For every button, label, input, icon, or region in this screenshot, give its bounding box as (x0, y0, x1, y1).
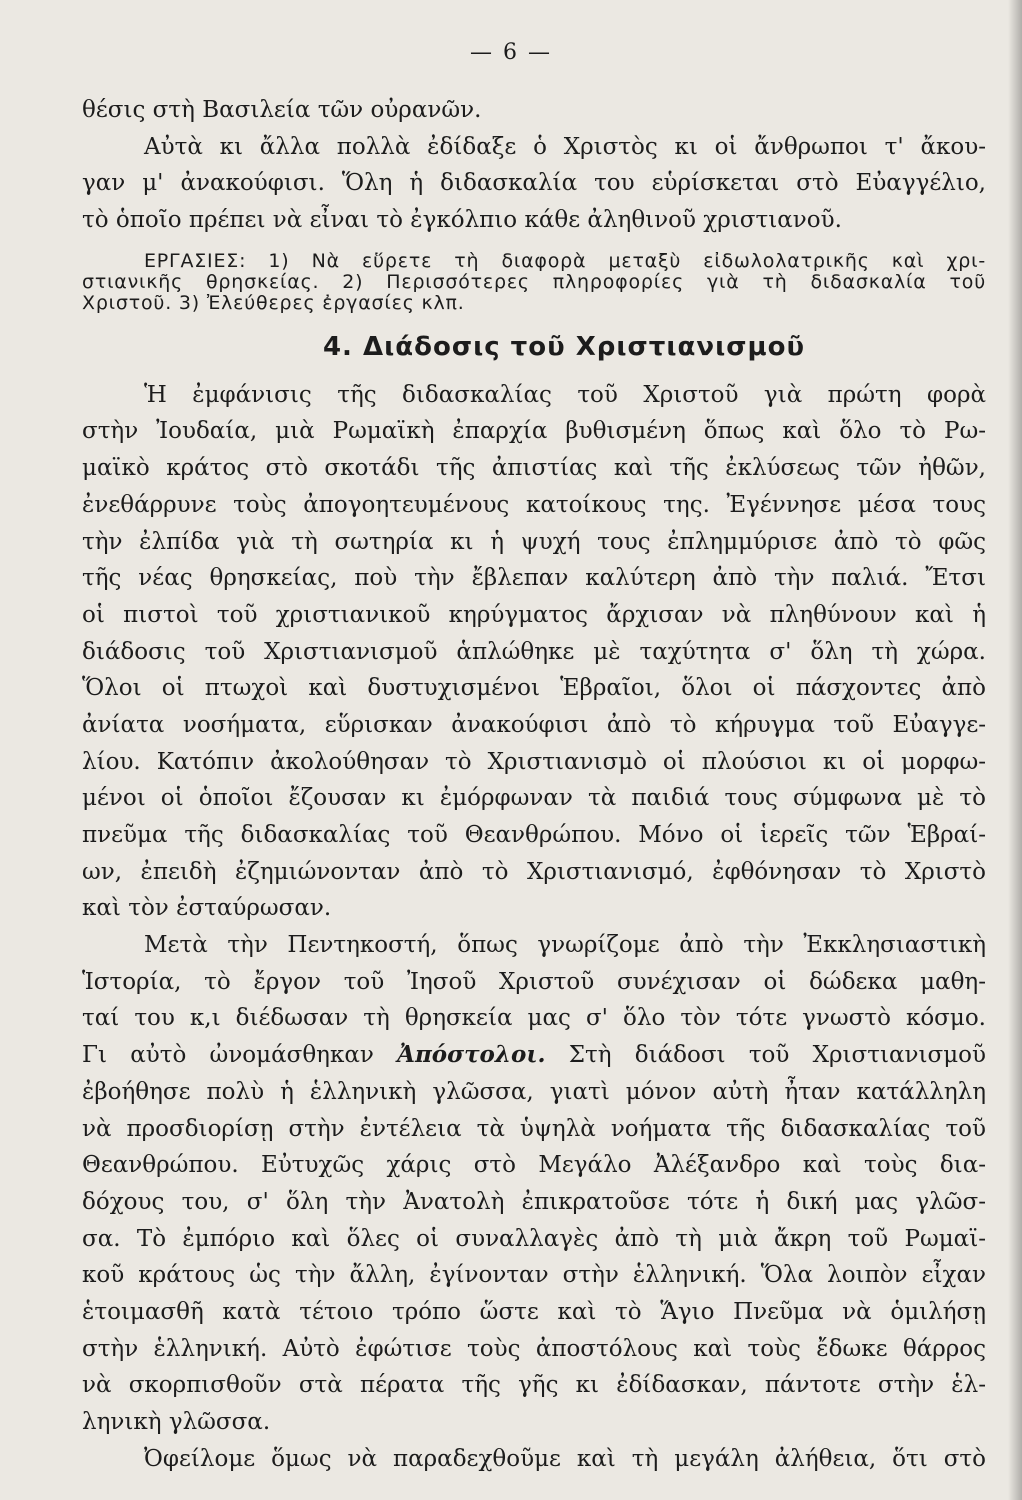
text-line: ἐνεθάρρυνε τοὺς ἀπογοητευμένους κατοίκους της. Ἐγέννησε μέσα τους (82, 491, 986, 518)
text-line: Ἱστορία, τὸ ἔργον τοῦ Ἰησοῦ Χριστοῦ συνέχισαν οἱ δώδεκα μαθη- (82, 968, 986, 995)
text-line: μαϊκὸ κράτος στὸ σκοτάδι τῆς ἀπιστίας καὶ τῆς ἐκλύσεως τῶν ἠθῶν, (82, 455, 986, 482)
text-line: Μετὰ τὴν Πεντηκοστή, ὅπως γνωρίζομε ἀπὸ τὴν Ἐκκλησιαστικὴ (144, 932, 986, 959)
exercises-block (82, 251, 986, 314)
exercise-line: ΕΡΓΑΣΙΕΣ: 1) Νὰ εὕρετε τὴ διαφορὰ μεταξὺ εἰδωλολατρικῆς καὶ χρι- (144, 249, 986, 272)
text-line: ἀνίατα νοσήματα, εὕρισκαν ἀνακούφισι ἀπὸ τὸ κήρυγμα τοῦ Εὐαγγε- (82, 711, 986, 738)
text-line: καὶ τὸν ἐσταύρωσαν. (82, 895, 332, 922)
text-line: οἱ πιστοὶ τοῦ χριστιανικοῦ κηρύγματος ἄρχισαν νὰ πληθύνουν καὶ ἡ (82, 601, 986, 628)
text-line: στὴν ἑλληνική. Αὐτὸ ἐφώτισε τοὺς ἀποστόλους καὶ τοὺς ἔδωκε θάρρος (82, 1335, 986, 1362)
text-line: νὰ προσδιορίσῃ στὴν ἐντέλεια τὰ ὑψηλὰ νοήματα τῆς διδασκαλίας τοῦ (82, 1115, 986, 1142)
paragraph-2 (82, 927, 986, 1441)
text-line: δόχους του, σ' ὅλη τὴν Ἀνατολὴ ἐπικρατοῦσε τότε ἡ δική μας γλῶσ- (82, 1188, 986, 1215)
text-line: ων, ἐπειδὴ ἐζημιώνονταν ἀπὸ τὸ Χριστιανισμό, ἐφθόνησαν τὸ Χριστὸ (82, 858, 986, 885)
text-line: ληνικὴ γλῶσσα. (82, 1409, 271, 1435)
text-line: Ἡ ἐμφάνισις τῆς διδασκαλίας τοῦ Χριστοῦ γιὰ πρώτη φορὰ (144, 381, 986, 408)
page-content (82, 92, 986, 1477)
text-line: τὸ ὁποῖο πρέπει νὰ εἶναι τὸ ἐγκόλπιο κάθε ἀληθινοῦ χριστιανοῦ. (82, 207, 842, 234)
text-line: Ὅλοι οἱ πτωχοὶ καὶ δυστυχισμένοι Ἑβραῖοι, ὅλοι οἱ πάσχοντες ἀπὸ (82, 675, 986, 702)
text-line: σα. Τὸ ἐμπόριο καὶ ὅλες οἱ συναλλαγὲς ἀπὸ τὴ μιὰ ἄκρη τοῦ Ρωμαϊ- (82, 1225, 986, 1252)
text-line: Θεανθρώπου. Εὐτυχῶς χάρις στὸ Μεγάλο Ἀλέξανδρο καὶ τοὺς δια- (82, 1152, 986, 1179)
text-line: ἐβοήθησε πολὺ ἡ ἑλληνικὴ γλῶσσα, γιατὶ μόνον αὐτὴ ἦταν κατάλληλη (82, 1078, 986, 1105)
intro-text (82, 92, 986, 239)
text-line: ἑτοιμασθῆ κατὰ τέτοιο τρόπο ὥστε καὶ τὸ Ἅγιο Πνεῦμα νὰ ὁμιλήσῃ (82, 1298, 986, 1325)
paragraph-3 (82, 1441, 986, 1478)
text-line: νὰ σκορπισθοῦν στὰ πέρατα τῆς γῆς κι ἐδίδασκαν, πάντοτε στὴν ἑλ- (82, 1372, 986, 1399)
text-segment: Στὴ διάδοσι τοῦ Χριστιανισμοῦ (568, 1042, 986, 1069)
text-line: λίου. Κατόπιν ἀκολούθησαν τὸ Χριστιανισμὸ οἱ πλούσιοι κι οἱ μορφω- (82, 748, 986, 775)
text-line: διάδοσις τοῦ Χριστιανισμοῦ ἁπλώθηκε μὲ ταχύτητα σ' ὅλη τὴ χώρα. (82, 638, 986, 665)
text-line: Ὀφείλομε ὅμως νὰ παραδεχθοῦμε καὶ τὴ μεγάλη ἀλήθεια, ὅτι στὸ (144, 1445, 986, 1472)
apostles-term: Ἀπόστολοι. (397, 1041, 546, 1069)
text-line: γαν μ' ἀνακούφισι. Ὅλη ἡ διδασκαλία του εὑρίσκεται στὸ Εὐαγγέλιο, (82, 170, 986, 197)
exercise-line: Χριστοῦ. 3) Ἐλεύθερες ἐργασίες κλπ. (82, 291, 465, 314)
text-line: ταί του κ,ι διέδωσαν τὴ θρησκεία μας σ' ὅλο τὸν τότε γνωστὸ κόσμο. (82, 1005, 986, 1032)
text-line: τῆς νέας θρησκείας, ποὺ τὴν ἔβλεπαν καλύτερη ἀπὸ τὴν παλιά. Ἔτσι (82, 565, 986, 592)
text-line: τὴν ἐλπίδα γιὰ τὴ σωτηρία κι ἡ ψυχή τους ἐπλημμύρισε ἀπὸ τὸ φῶς (82, 528, 986, 555)
text-line: κοῦ κράτους ὡς τὴν ἄλλη, ἐγίνονταν στὴν ἑλληνική. Ὅλα λοιπὸν εἶχαν (82, 1262, 986, 1289)
text-line: μένοι οἱ ὁποῖοι ἔζουσαν κι ἐμόρφωναν τὰ παιδιά τους σύμφωνα μὲ τὸ (82, 785, 986, 812)
text-line (82, 1037, 986, 1074)
text-segment: Γι αὐτὸ ὠνομάσθηκαν (82, 1042, 374, 1069)
exercise-line: στιανικῆς θρησκείας. 2) Περισσότερες πληροφορίες γιὰ τὴ διδασκαλία τοῦ (82, 270, 986, 293)
text-line: στὴν Ἰουδαία, μιὰ Ρωμαϊκὴ ἐπαρχία βυθισμένη ὅπως καὶ ὅλο τὸ Ρω- (82, 418, 986, 445)
page-number: — 6 — (470, 40, 552, 65)
text-line: πνεῦμα τῆς διδασκαλίας τοῦ Θεανθρώπου. Μόνο οἱ ἱερεῖς τῶν Ἑβραί- (82, 822, 986, 848)
text-line: θέσις στὴ Βασιλεία τῶν οὐρανῶν. (82, 97, 482, 123)
text-line: Αὐτὰ κι ἄλλα πολλὰ ἐδίδαξε ὁ Χριστὸς κι οἱ ἄνθρωποι τ' ἄκου- (144, 133, 986, 160)
paragraph-1 (82, 377, 986, 927)
section-heading: 4. Διάδοσις τοῦ Χριστιανισμοῦ (322, 331, 806, 362)
